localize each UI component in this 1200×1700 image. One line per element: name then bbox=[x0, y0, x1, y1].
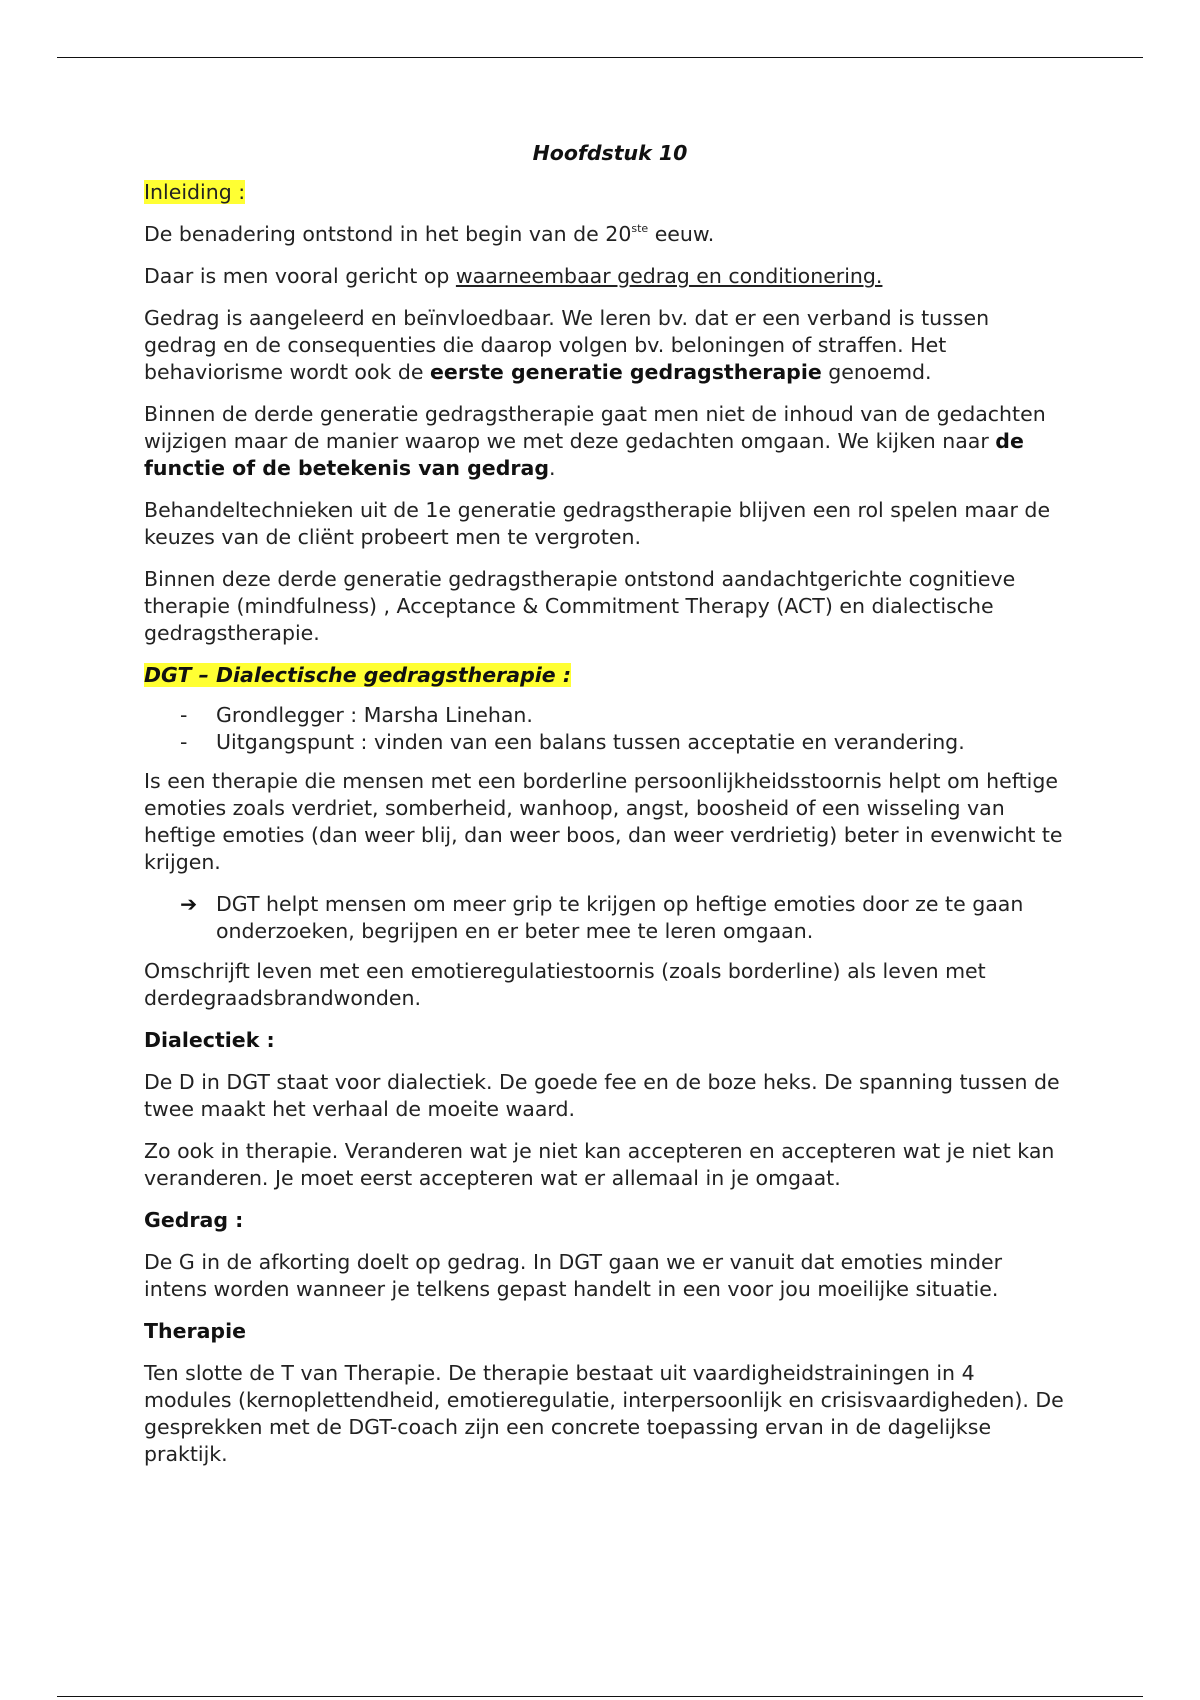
list-item: - Grondlegger : Marsha Linehan. bbox=[216, 702, 1064, 729]
top-rule bbox=[57, 57, 1143, 58]
paragraph: De G in de afkorting doelt op gedrag. In DGT gaan we er vanuit dat emoties minder intens worden wanneer je telkens gepast handelt in een voor jou moeilijke situatie. bbox=[144, 1250, 1003, 1301]
highlighted-heading: Inleiding : bbox=[144, 180, 246, 204]
paragraph: Binnen de derde generatie gedragstherapie gaat men niet de inhoud van de gedachten wijzigen maar de manier waarop we met deze gedachten omgaan. We kijken naar de functie of de betekenis van gedrag. bbox=[144, 402, 1046, 480]
bold-text: eerste generatie gedragstherapie bbox=[430, 360, 822, 384]
paragraph: Daar is men vooral gericht op waarneembaar gedrag en conditionering. bbox=[144, 264, 883, 288]
superscript: ste bbox=[631, 222, 649, 235]
paragraph: De D in DGT staat voor dialectiek. De goede fee en de boze heks. De spanning tussen de twee maakt het verhaal de moeite waard. bbox=[144, 1070, 1060, 1121]
paragraph: Gedrag is aangeleerd en beïnvloedbaar. We leren bv. dat er een verband is tussen gedrag en de consequenties die daarop volgen bv. beloningen of straffen. Het behaviorisme wordt ook de eerste generatie gedragstherapie genoemd. bbox=[144, 306, 990, 384]
list-item: - Uitgangspunt : vinden van een balans tussen acceptatie en verandering. bbox=[216, 729, 1064, 756]
document-body bbox=[144, 140, 1064, 1483]
paragraph: Binnen deze derde generatie gedragstherapie ontstond aandachtgerichte cognitieve therapie (mindfulness) , Acceptance & Commitment Therapy (ACT) en dialectische gedragstherapie. bbox=[144, 567, 1016, 645]
arrow-item-text: DGT helpt mensen om meer grip te krijgen op heftige emoties door ze te gaan onderzoeken, begrijpen en er beter mee te leren omgaan. bbox=[216, 892, 1024, 943]
underlined-text: waarneembaar gedrag en conditionering. bbox=[455, 264, 883, 288]
paragraph: Omschrijft leven met een emotieregulatiestoornis (zoals borderline) als leven met derdegraadsbrandwonden. bbox=[144, 959, 986, 1010]
section-heading-dgt bbox=[144, 662, 1064, 689]
paragraph: Behandeltechnieken uit de 1e generatie gedragstherapie blijven een rol spelen maar de keuzes van de cliënt probeert men te vergroten. bbox=[144, 498, 1051, 549]
section-heading-inleiding bbox=[144, 179, 1064, 206]
page-title: Hoofdstuk 10 bbox=[532, 141, 688, 165]
section-heading-therapie: Therapie bbox=[144, 1319, 247, 1343]
paragraph: De benadering ontstond in het begin van de 20ste eeuw. bbox=[144, 222, 715, 246]
section-heading-dialectiek: Dialectiek : bbox=[144, 1028, 275, 1052]
highlighted-heading: DGT – Dialectische gedragstherapie : bbox=[144, 663, 572, 687]
paragraph: Is een therapie die mensen met een borderline persoonlijkheidsstoornis helpt om heftige emoties zoals verdriet, somberheid, wanhoop, angst, boosheid of een wisseling van heftige emoties (dan weer blij, dan weer boos, dan weer verdrietig) beter in evenwicht te krijgen. bbox=[144, 769, 1063, 874]
paragraph: Zo ook in therapie. Veranderen wat je niet kan accepteren en accepteren wat je niet kan veranderen. Je moet eerst accepteren wat er allemaal in je omgaat. bbox=[144, 1139, 1055, 1190]
arrow-list-item bbox=[144, 891, 1064, 945]
bullet-list bbox=[144, 702, 1064, 756]
paragraph: Ten slotte de T van Therapie. De therapie bestaat uit vaardigheidstrainingen in 4 modules (kernoplettendheid, emotieregulatie, interpersoonlijk en crisisvaardigheden). De gesprekken met de DGT-coach zijn een concrete toepassing ervan in de dagelijkse praktijk. bbox=[144, 1361, 1064, 1466]
bold-text: de functie of de betekenis van gedrag bbox=[144, 429, 1024, 480]
arrow-right-icon: ➔ bbox=[180, 892, 198, 916]
section-heading-gedrag: Gedrag : bbox=[144, 1208, 244, 1232]
bottom-rule bbox=[57, 1696, 1143, 1697]
